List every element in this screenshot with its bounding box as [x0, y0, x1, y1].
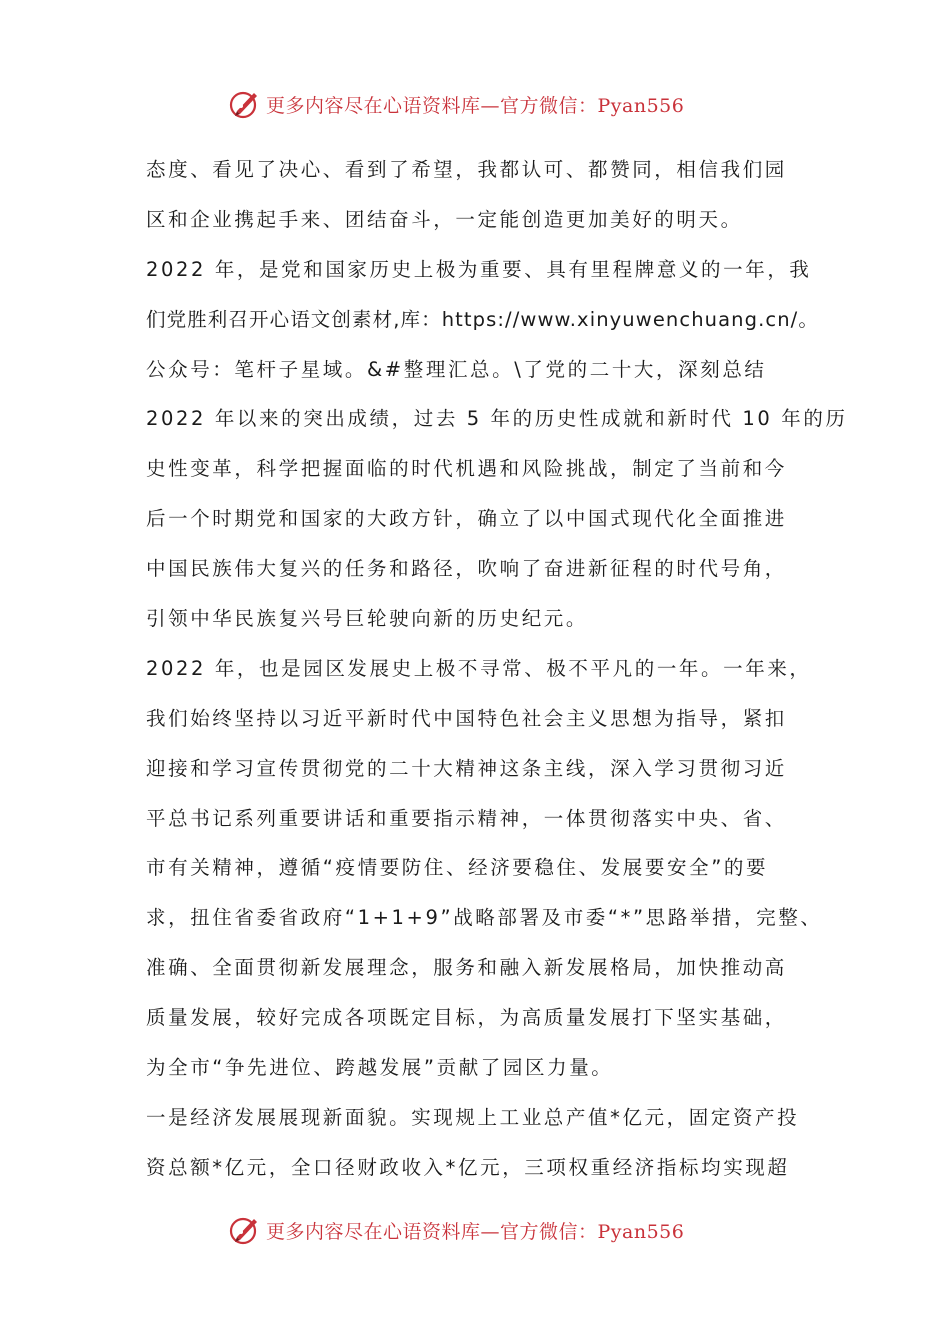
text-line: 2022 年以来的突出成绩，过去 5 年的历史性成就和新时代 10 年的历	[146, 407, 848, 431]
text-line: 中国民族伟大复兴的任务和路径，吹响了奋进新征程的时代号角，	[146, 557, 787, 581]
text-line: 一是经济发展展现新面貌。实现规上工业总产值*亿元，固定资产投	[146, 1105, 800, 1129]
text-line: 我们始终坚持以习近平新时代中国特色社会主义思想为指导，紧扣	[146, 706, 787, 730]
text-line: 们党胜利召开心语文创素材,库：https://www.xinyuwenchuang.cn/。	[146, 307, 819, 331]
text-line: 迎接和学习宣传贯彻党的二十大精神这条主线，深入学习贯彻习近	[146, 756, 787, 780]
pen-logo-icon	[228, 1213, 262, 1247]
text-line: 市有关精神，遵循“疫情要防住、经济要稳住、发展要安全”的要	[146, 856, 769, 880]
text-line: 求，扭住省委省政府“1+1+9”战略部署及市委“*”思路举措，完整、	[146, 906, 823, 930]
text-line: 公众号：笔杆子星域。&#整理汇总。\了党的二十大，深刻总结	[146, 357, 767, 381]
header-banner	[228, 84, 748, 124]
header-banner-sep: —	[480, 94, 501, 117]
text-line: 为全市“争先进位、跨越发展”贡献了园区力量。	[146, 1056, 614, 1080]
pen-logo-icon	[228, 87, 262, 121]
text-line: 资总额*亿元，全口径财政收入*亿元，三项权重经济指标均实现超	[146, 1155, 790, 1179]
footer-banner-wechat: 官方微信：Pyan556	[500, 1220, 685, 1243]
text-line: 平总书记系列重要讲话和重要指示精神，一体贯彻落实中央、省、	[146, 806, 787, 830]
text-line: 区和企业携起手来、团结奋斗，一定能创造更加美好的明天。	[146, 207, 743, 231]
header-banner-wechat: 官方微信：Pyan556	[500, 94, 685, 117]
text-line: 2022 年，也是园区发展史上极不寻常、极不平凡的一年。一年来，	[146, 656, 812, 680]
footer-banner-sep: —	[480, 1220, 501, 1243]
footer-banner	[228, 1210, 748, 1250]
header-banner-main: 更多内容尽在心语资料库	[266, 94, 481, 117]
text-line: 态度、看见了决心、看到了希望，我都认可、都赞同，相信我们园	[146, 158, 787, 181]
text-line: 后一个时期党和国家的大政方针，确立了以中国式现代化全面推进	[146, 507, 787, 531]
text-line: 史性变革，科学把握面临的时代机遇和风险挑战，制定了当前和今	[146, 457, 787, 481]
document-body	[146, 150, 848, 1198]
text-line: 质量发展，较好完成各项既定目标，为高质量发展打下坚实基础，	[146, 1006, 787, 1030]
text-line: 2022 年，是党和国家历史上极为重要、具有里程牌意义的一年，我	[146, 257, 812, 281]
text-line: 引领中华民族复兴号巨轮驶向新的历史纪元。	[146, 607, 589, 631]
footer-banner-main: 更多内容尽在心语资料库	[266, 1220, 481, 1243]
text-line: 准确、全面贯彻新发展理念，服务和融入新发展格局，加快推动高	[146, 956, 787, 980]
